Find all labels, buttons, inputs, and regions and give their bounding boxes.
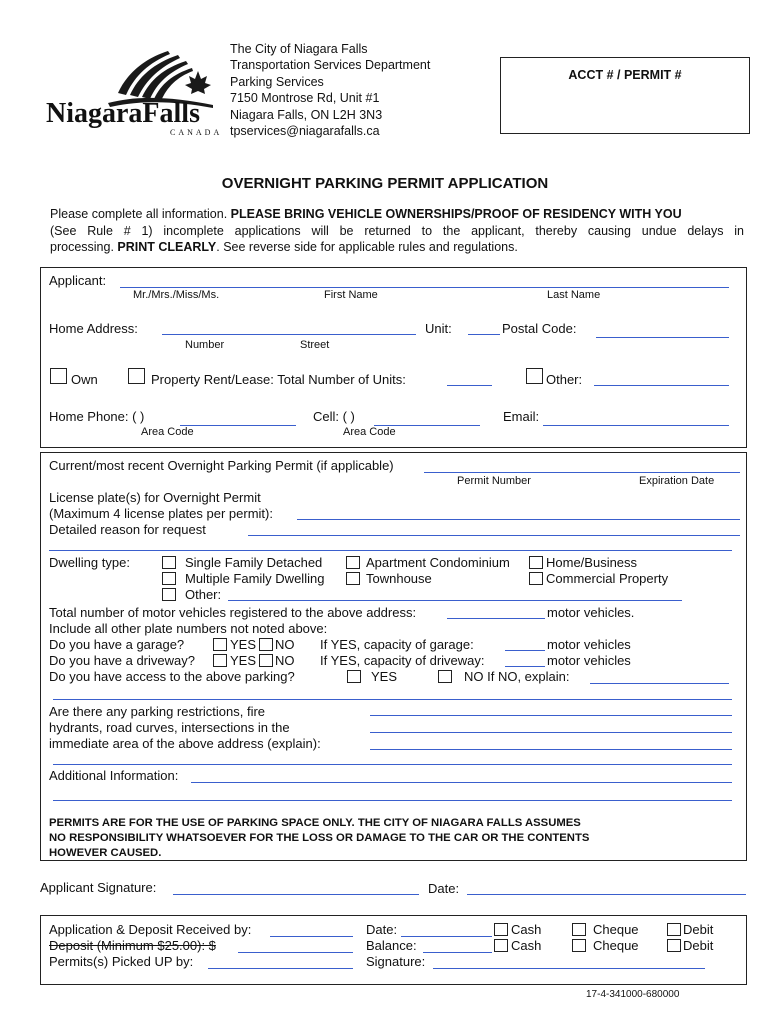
acct-permit-box[interactable] [500,57,750,134]
commercial-checkbox[interactable] [529,572,543,585]
dept-line: Parking Services [230,74,324,89]
driveway-capacity-field[interactable] [505,666,545,667]
first-name-sublabel: First Name [324,289,378,301]
driveway-question: Do you have a driveway? [49,653,195,668]
townhouse-checkbox[interactable] [346,572,360,585]
home-address-label: Home Address: [49,321,138,336]
balance-label: Balance: [366,938,417,953]
multiple-family-label: Multiple Family Dwelling [185,571,325,586]
unit-label: Unit: [425,321,452,336]
garage-yes-label: YES [230,637,257,652]
received-by-field[interactable] [270,936,353,937]
balance-debit-checkbox[interactable] [667,939,681,952]
intro-text: Please complete all information. [50,207,231,221]
driveway-yes-checkbox[interactable] [213,654,227,667]
intro-bold: PRINT CLEARLY [117,240,217,254]
access-explain-field[interactable] [590,683,729,684]
reason-field[interactable] [248,535,740,536]
commercial-label: Commercial Property [546,571,669,586]
cheque-label: Cheque [593,922,639,937]
other-checkbox[interactable] [526,368,543,384]
dept-line: 7150 Montrose Rd, Unit #1 [230,91,380,106]
unit-field[interactable] [468,334,500,335]
home-business-checkbox[interactable] [529,556,543,569]
office-date-label: Date: [366,922,398,937]
signature-date-label: Date: [428,881,460,896]
other-label: Other: [546,372,583,387]
dept-line: Transportation Services Department [230,58,431,73]
plates-field[interactable] [297,519,740,520]
picked-up-label: Permits(s) Picked UP by: [49,954,194,969]
multiple-family-checkbox[interactable] [162,572,176,585]
restrictions-field-1[interactable] [370,715,732,716]
area-code-sublabel: Area Code [343,426,396,438]
own-label: Own [71,372,98,387]
rent-label: Property Rent/Lease: Total Number of Units: [151,372,406,387]
home-phone-field[interactable] [180,425,296,426]
apartment-checkbox[interactable] [346,556,360,569]
single-family-label: Single Family Detached [185,555,323,570]
intro-text: processing. [50,240,118,254]
applicant-signature-label: Applicant Signature: [40,880,157,895]
plates-label-2: (Maximum 4 license plates per permit): [49,506,273,521]
garage-no-checkbox[interactable] [259,638,273,651]
reason-field-2[interactable] [49,550,732,551]
access-question: Do you have access to the above parking? [49,669,295,684]
received-by-label: Application & Deposit Received by: [49,922,252,937]
debit-label: Debit [683,938,714,953]
dwelling-type-label: Dwelling type: [49,555,130,570]
expiration-sublabel: Expiration Date [639,475,715,487]
deposit-field[interactable] [238,952,353,953]
intro-line-1 [50,207,682,221]
access-explain-field-2[interactable] [53,699,732,700]
driveway-capacity-label: If YES, capacity of driveway: [320,653,485,668]
driveway-yes-label: YES [230,653,257,668]
form-code: 17-4-341000-680000 [586,989,680,1000]
total-vehicles-label: Total number of motor vehicles registered to the above address: [49,605,417,620]
driveway-motor-vehicles: motor vehicles [547,653,631,668]
motor-vehicles-label: motor vehicles. [547,605,635,620]
access-yes-label: YES [371,669,398,684]
restrictions-label-3: immediate area of the above address (explain): [49,736,321,751]
garage-yes-checkbox[interactable] [213,638,227,651]
restrictions-field-3[interactable] [370,749,732,750]
total-vehicles-field[interactable] [447,618,545,619]
access-no-label: NO If NO, explain: [464,669,570,684]
restrictions-label-2: hydrants, road curves, intersections in the [49,720,290,735]
office-signature-label: Signature: [366,954,426,969]
cash-label: Cash [511,922,542,937]
logo-text: NiagaraFalls [46,98,200,129]
current-permit-label: Current/most recent Overnight Parking Permit (if applicable) [49,458,394,473]
garage-no-label: NO [275,637,295,652]
units-field[interactable] [447,385,492,386]
cash-label: Cash [511,938,542,953]
home-phone-label: Home Phone: ( ) [49,409,145,424]
street-sublabel: Street [300,339,330,351]
dept-address-block [230,41,430,139]
applicant-signature-field[interactable] [173,894,419,895]
email-field[interactable] [543,425,729,426]
own-checkbox[interactable] [50,368,67,384]
garage-capacity-label: If YES, capacity of garage: [320,637,474,652]
balance-cash-checkbox[interactable] [494,939,508,952]
additional-info-field[interactable] [191,782,732,783]
dept-line: The City of Niagara Falls [230,42,368,56]
date-cash-checkbox[interactable] [494,923,508,936]
postal-code-field[interactable] [596,337,729,338]
cell-label: Cell: ( ) [313,409,355,424]
intro-line-2: (See Rule # 1) incomplete applications will be returned to the applicant, thereby causing undue delays in [50,224,744,238]
picked-up-field[interactable] [208,968,353,969]
office-signature-field[interactable] [433,968,705,969]
apartment-label: Apartment Condominium [366,555,510,570]
debit-label: Debit [683,922,714,937]
number-sublabel: Number [185,339,225,351]
postal-code-label: Postal Code: [502,321,577,336]
logo-wordmark [46,98,200,130]
signature-date-field[interactable] [467,894,746,895]
garage-question: Do you have a garage? [49,637,185,652]
home-business-label: Home/Business [546,555,638,570]
dept-line: tpservices@niagarafalls.ca [230,124,380,139]
last-name-sublabel: Last Name [547,289,601,301]
dept-line: Niagara Falls, ON L2H 3N3 [230,107,383,122]
single-family-checkbox[interactable] [162,556,176,569]
dwelling-other-field[interactable] [228,600,682,601]
garage-capacity-field[interactable] [505,650,545,651]
dwelling-other-label: Other: [185,587,222,602]
cheque-label: Cheque [593,938,639,953]
title-sublabel: Mr./Mrs./Miss/Ms. [133,289,220,301]
include-plates-label: Include all other plate numbers not noted above: [49,621,328,636]
applicant-name-field[interactable] [120,287,729,288]
disclaimer-line-2: NO RESPONSIBILITY WHATSOEVER FOR THE LOSS OR DAMAGE TO THE CAR OR THE CONTENTS [49,832,590,844]
current-permit-field[interactable] [424,472,740,473]
driveway-no-checkbox[interactable] [259,654,273,667]
intro-line-3 [50,240,518,254]
date-cheque-checkbox[interactable] [572,923,586,936]
access-no-checkbox[interactable] [438,670,452,683]
page-title: OVERNIGHT PARKING PERMIT APPLICATION [221,175,549,192]
office-date-field[interactable] [401,936,492,937]
disclaimer-line-1: PERMITS ARE FOR THE USE OF PARKING SPACE ONLY. THE CITY OF NIAGARA FALLS ASSUMES [49,817,581,829]
date-debit-checkbox[interactable] [667,923,681,936]
garage-motor-vehicles: motor vehicles [547,637,631,652]
disclaimer-line-3: HOWEVER CAUSED. [49,847,162,859]
acct-permit-label: ACCT # / PERMIT # [568,68,682,82]
restrictions-field-2[interactable] [370,732,732,733]
intro-bold: PLEASE BRING VEHICLE OWNERSHIPS/PROOF OF RESIDENCY WITH YOU [230,207,682,221]
balance-field[interactable] [423,952,492,953]
email-label: Email: [503,409,540,424]
dwelling-other-checkbox[interactable] [162,588,176,601]
intro-text: . See reverse side for applicable rules and regulations. [216,240,518,254]
additional-info-label: Additional Information: [49,768,179,783]
logo-canada: CANADA [170,128,223,137]
applicant-label: Applicant: [49,273,107,288]
restrictions-field-4[interactable] [53,764,732,765]
access-yes-checkbox[interactable] [347,670,361,683]
additional-info-field-2[interactable] [53,800,732,801]
other-field[interactable] [594,385,729,386]
plates-label-1: License plate(s) for Overnight Permit [49,490,261,505]
townhouse-label: Townhouse [366,571,432,586]
area-code-sublabel: Area Code [141,426,194,438]
balance-cheque-checkbox[interactable] [572,939,586,952]
rent-checkbox[interactable] [128,368,145,384]
permit-number-sublabel: Permit Number [457,475,531,487]
deposit-label: Deposit (Minimum $25.00): $ [49,938,216,953]
home-address-field[interactable] [162,334,416,335]
driveway-no-label: NO [275,653,295,668]
reason-label: Detailed reason for request [49,522,206,537]
restrictions-label-1: Are there any parking restrictions, fire [49,704,266,719]
